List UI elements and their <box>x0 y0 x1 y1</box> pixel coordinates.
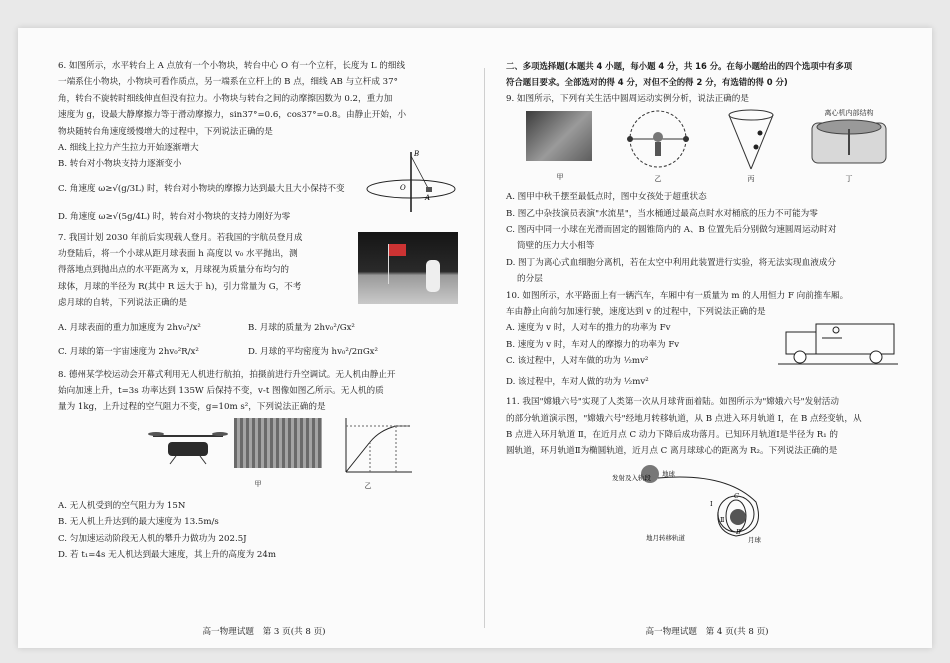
transfer-orbit-label: 地月转移轨道 <box>646 533 685 542</box>
question-7 <box>58 230 470 361</box>
q9-option-c-cont: 筒壁的压力大小相等 <box>517 241 595 252</box>
q8-option-d: D. 若 t₁=4s 无人机达到最大速度，其上升的高度为 24m <box>58 549 276 560</box>
q8-option-c: C. 匀加速运动阶段无人机的攀升力做功为 202.5J <box>58 533 247 544</box>
cone-diagram <box>726 107 776 173</box>
label-a: A <box>425 194 431 202</box>
swing-photo <box>526 111 592 161</box>
page-divider <box>484 68 485 628</box>
drone-image <box>148 424 228 469</box>
q11-line: B 点进入环月轨道 Ⅱ，在近月点 C 动力下降后成功落月。已知环月轨道Ⅰ是半径为 R₁ 的 <box>506 429 839 440</box>
q8-line: 始向加速上升，t=3s 功率达到 135W 后保持不变，v-t 图像如图乙所示。无人机的质 <box>58 385 384 396</box>
q8-line: 8. 德州某学校运动会开幕式利用无人机进行航拍，拍摄前进行升空调试。无人机由静止开 <box>58 369 396 380</box>
question-9 <box>506 91 908 288</box>
question-8 <box>58 367 470 564</box>
fig-label-bing: 丙 <box>747 175 755 184</box>
page-3-footer: 高一物理试题 第 3 页(共 8 页) <box>202 626 326 637</box>
page-3 <box>58 58 470 648</box>
q6-option-a: A. 细线上拉力产生拉力开始逐渐增大 <box>58 143 199 154</box>
q11-line: 的部分轨道演示图，"嫦娥六号"经地月转移轨道，从 B 点进入环月轨道 Ⅰ，在 B 点经变轨，从 <box>506 413 862 424</box>
exam-sheet <box>18 28 932 648</box>
page-4-footer: 高一物理试题 第 4 页(共 8 页) <box>645 626 769 637</box>
q10-line: 车由静止向前匀加速行驶，速度达到 v 的过程中，下列说法正确的是 <box>506 307 766 318</box>
turntable-diagram <box>363 144 458 214</box>
q6-option-d: D. 角速度 ω≥√(5g/4L) 时，转台对小物块的支持力刚好为零 <box>58 212 291 223</box>
q9-option-d-cont: 的分层 <box>517 274 543 285</box>
question-6 <box>58 58 470 226</box>
fig-label-yi: 乙 <box>364 481 372 490</box>
q6-line: 一端系住小物块，小物块可看作质点，另一端系在立杆上的 B 点，细线 AB 与立杆成 37° <box>58 77 398 88</box>
q7-line: 7. 我国计划 2030 年前后实现载人登月。若我国的宇航员登月成 <box>58 232 303 243</box>
q8-option-b: B. 无人机上升达到的最大速度为 13.5m/s <box>58 517 219 528</box>
truck-diagram <box>776 318 900 370</box>
parking-lot-photo <box>234 418 322 468</box>
fig-label-ding: 丁 <box>845 175 853 184</box>
q9-figures <box>506 107 908 189</box>
page-4 <box>506 58 908 648</box>
q6-option-c: C. 角速度 ω≥√(g/3L) 时，转台对小物块的摩擦力达到最大且大小保持不变 <box>58 183 345 194</box>
q7-line: 虑月球的自转，下列说法正确的是 <box>58 298 187 309</box>
q7-option-d: D. 月球的平均密度为 hv₀²/2πGx² <box>248 347 378 358</box>
q10-option-a: A. 速度为 v 时，人对车的推力的功率为 Fv <box>506 323 671 334</box>
q7-option-b: B. 月球的质量为 2hv₀²/Gx² <box>248 322 355 333</box>
launch-segment-label: 发射及入轨段 <box>612 473 651 482</box>
section-heading-2: 符合题目要求。全部选对的得 4 分，对但不全的得 2 分，有选错的得 0 分) <box>506 77 788 88</box>
q6-option-b: B. 转台对小物块支持力逐渐变小 <box>58 159 182 170</box>
label-o: O <box>400 184 406 192</box>
section-heading: 二、多项选择题(本题共 4 小题，每小题 4 分，共 16 分。在每小题给出的四个选项中有多项 <box>506 61 853 71</box>
vt-graph <box>336 416 416 480</box>
q10-option-d: D. 该过程中，车对人做的功为 ½mv² <box>506 376 649 387</box>
point-c-label: C <box>734 491 739 500</box>
point-b-label: B <box>736 527 741 536</box>
q9-stem: 9. 如图所示，下列有关生活中圆周运动实例分析，说法正确的是 <box>506 93 749 104</box>
astronaut-photo <box>358 232 458 304</box>
orbit-1-label: Ⅰ <box>710 499 713 508</box>
q9-option-a: A. 图甲中秋千摆至最低点时，图中女孩处于超重状态 <box>506 192 707 203</box>
fig-label-yi: 乙 <box>654 175 662 184</box>
q6-line: 角，转台不旋转时细线伸直但没有拉力。小物块与转台之间的动摩擦因数为 0.2，重力加 <box>58 93 393 104</box>
q7-line: 得落地点到抛出点的水平距离为 x，月球视为质量分布均匀的 <box>58 265 290 276</box>
q10-line: 10. 如图所示，水平路面上有一辆汽车，车厢中有一质量为 m 的人用恒力 F 向前推车厢。 <box>506 290 849 301</box>
q10-option-b: B. 速度为 v 时，车对人的摩擦力的功率为 Fv <box>506 339 680 350</box>
q7-option-a: A. 月球表面的重力加速度为 2hv₀²/x² <box>58 322 201 333</box>
water-meteor-diagram <box>618 107 698 173</box>
q8-figures <box>58 416 470 498</box>
q8-line: 量为 1kg，上升过程的空气阻力不变，g=10m s²，下列说法正确的是 <box>58 402 326 413</box>
label-b: B <box>414 150 420 158</box>
question-10 <box>506 288 908 390</box>
question-11 <box>506 394 908 546</box>
fig-label-jia: 甲 <box>254 479 262 488</box>
q7-option-c: C. 月球的第一宇宙速度为 2hv₀²R/x² <box>58 347 199 358</box>
moon-label: 月球 <box>748 535 761 544</box>
q7-line: 功登陆后，将一个小球从距月球表面 h 高度以 v₀ 水平抛出，测 <box>58 249 298 260</box>
orbit-diagram <box>606 462 786 546</box>
q7-line: 球体，月球的半径为 R(其中 R 远大于 h)，引力常量为 G，不考 <box>58 281 302 292</box>
fig-label-jia: 甲 <box>556 173 564 182</box>
q11-line: 圆轨道，环月轨道Ⅱ为椭圆轨道，近月点 C 离月球球心的距离为 R₂。下列说法正确的是 <box>506 446 838 457</box>
q9-option-b: B. 图乙中杂技演员表演"水流星"，当水桶通过最高点时水对桶底的压力不可能为零 <box>506 208 818 219</box>
q9-option-c: C. 图丙中同一小球在光滑而固定的圆锥筒内的 A、B 位置先后分别做匀速圆周运动时对 <box>506 225 837 236</box>
centrifuge-title: 离心机内部结构 <box>824 109 874 118</box>
q6-line: 物块随转台角速度缓慢增大的过程中，下列说法正确的是 <box>58 126 273 137</box>
flag-shape <box>388 244 406 256</box>
q6-line: 6. 如图所示，水平转台上 A 点放有一个小物块，转台中心 O 有一个立杆，长度为 L 的细线 <box>58 61 406 71</box>
q11-line: 11. 我国"嫦娥六号"实现了人类第一次从月球背面着陆。如图所示为"嫦娥六号"发射活动 <box>506 397 839 408</box>
earth-label: 地球 <box>662 469 675 478</box>
q10-option-c: C. 该过程中，人对车做的功为 ½mv² <box>506 356 649 367</box>
q8-option-a: A. 无人机受到的空气阻力为 15N <box>58 500 186 511</box>
q9-option-d: D. 图丁为离心式血细胞分离机，若在太空中利用此装置进行实验，将无法实现血液成分 <box>506 257 837 268</box>
orbit-2-label: Ⅱ <box>720 515 725 524</box>
q6-line: 速度为 g，设最大静摩擦力等于滑动摩擦力，sin37°=0.6，cos37°=0.8。由静止开始，小 <box>58 110 407 121</box>
